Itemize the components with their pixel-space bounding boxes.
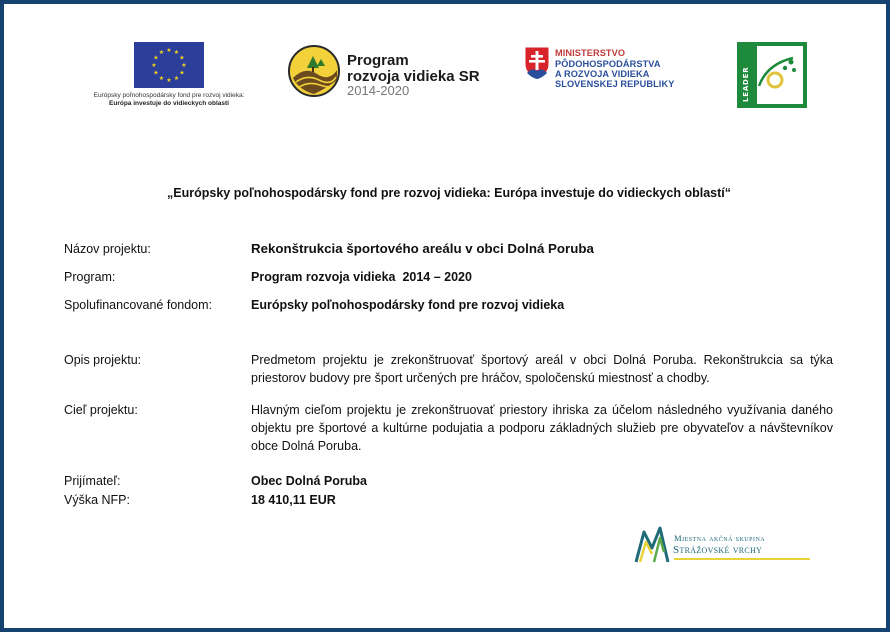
leader-text: LEADER — [742, 66, 750, 102]
headline: „Európsky poľnohospodársky fond pre rozvoj vidieka: Európa investuje do vidieckych oblastí“ — [167, 186, 731, 200]
svg-text:★: ★ — [181, 62, 187, 69]
mas-line2: Strážovské vrchy — [673, 544, 763, 556]
recipient-value: Obec Dolná Poruba — [251, 474, 367, 488]
program-value: Program rozvoja vidieka 2014 – 2020 — [251, 270, 472, 284]
svg-text:★: ★ — [158, 75, 165, 82]
fund-value: Európsky poľnohospodársky fond pre rozvoj vidieka — [251, 298, 565, 312]
ministry-line4: SLOVENSKEJ REPUBLIKY — [555, 79, 675, 89]
mas-underline — [674, 558, 810, 560]
svg-text:★: ★ — [166, 47, 172, 54]
mas-logo — [634, 524, 804, 566]
svg-text:★: ★ — [173, 49, 180, 56]
eu-caption-line1: Európsky poľnohospodársky fond pre rozvoj vidieka: — [93, 92, 245, 99]
svg-text:★: ★ — [173, 75, 180, 82]
description-value: Predmetom projektu je zrekonštruovať športový areál v obci Dolná Poruba. Rekonštrukcia sa týka priestorov budovy pre šport určených pre hráčov, spoločenskú miestnosť a chodby. — [251, 353, 833, 385]
leader-emblem-icon — [737, 42, 807, 108]
slovak-coat-of-arms-icon — [524, 46, 550, 80]
svg-text:★: ★ — [158, 49, 165, 56]
fund-label: Spolufinancované fondom: — [64, 298, 213, 312]
recipient-label: Prijímateľ: — [64, 474, 121, 488]
mas-mountain-icon — [634, 524, 674, 566]
svg-text:★: ★ — [166, 77, 172, 84]
ministry-line1: MINISTERSTVO — [555, 48, 626, 58]
prv-title-line2: rozvoja vidieka SR — [347, 68, 480, 85]
ministry-logo — [524, 46, 684, 98]
prv-logo — [287, 44, 497, 100]
nfp-label: Výška NFP: — [64, 493, 130, 507]
goal-label: Cieľ projektu: — [64, 403, 138, 417]
svg-text:★: ★ — [153, 69, 159, 77]
prv-emblem-icon — [287, 44, 341, 98]
svg-text:★: ★ — [151, 62, 157, 69]
program-label: Program: — [64, 270, 116, 284]
eu-logo — [74, 42, 264, 108]
ministry-line2: PÔDOHOSPODÁRSTVA — [555, 59, 661, 69]
goal-value: Hlavným cieľom projektu je zrekonštruovať priestory ihriska za účelom následného využívania daného objektu pre športové a kultúrne podujatia a podporu základných služieb pre obyvateľov a návštevníkov obce Dolná Poruba. — [251, 403, 833, 453]
prv-title-line1: Program — [347, 52, 409, 69]
description-label: Opis projektu: — [64, 353, 142, 367]
svg-text:★: ★ — [179, 54, 185, 62]
mas-line1: Miestna akčná skupina — [674, 533, 766, 543]
nfp-value: 18 410,11 EUR — [251, 493, 336, 507]
project-name-value: Rekonštrukcia športového areálu v obci Dolná Poruba — [251, 241, 594, 256]
svg-text:★: ★ — [179, 69, 185, 77]
project-name-label: Názov projektu: — [64, 242, 151, 256]
prv-title-line3: 2014-2020 — [347, 83, 410, 98]
eu-caption-line2: Európa investuje do vidieckych oblastí — [109, 100, 229, 107]
leader-logo — [737, 42, 807, 113]
svg-text:★: ★ — [153, 54, 159, 62]
eu-flag-icon — [134, 42, 204, 88]
ministry-line3: A ROZVOJA VIDIEKA — [555, 69, 650, 79]
